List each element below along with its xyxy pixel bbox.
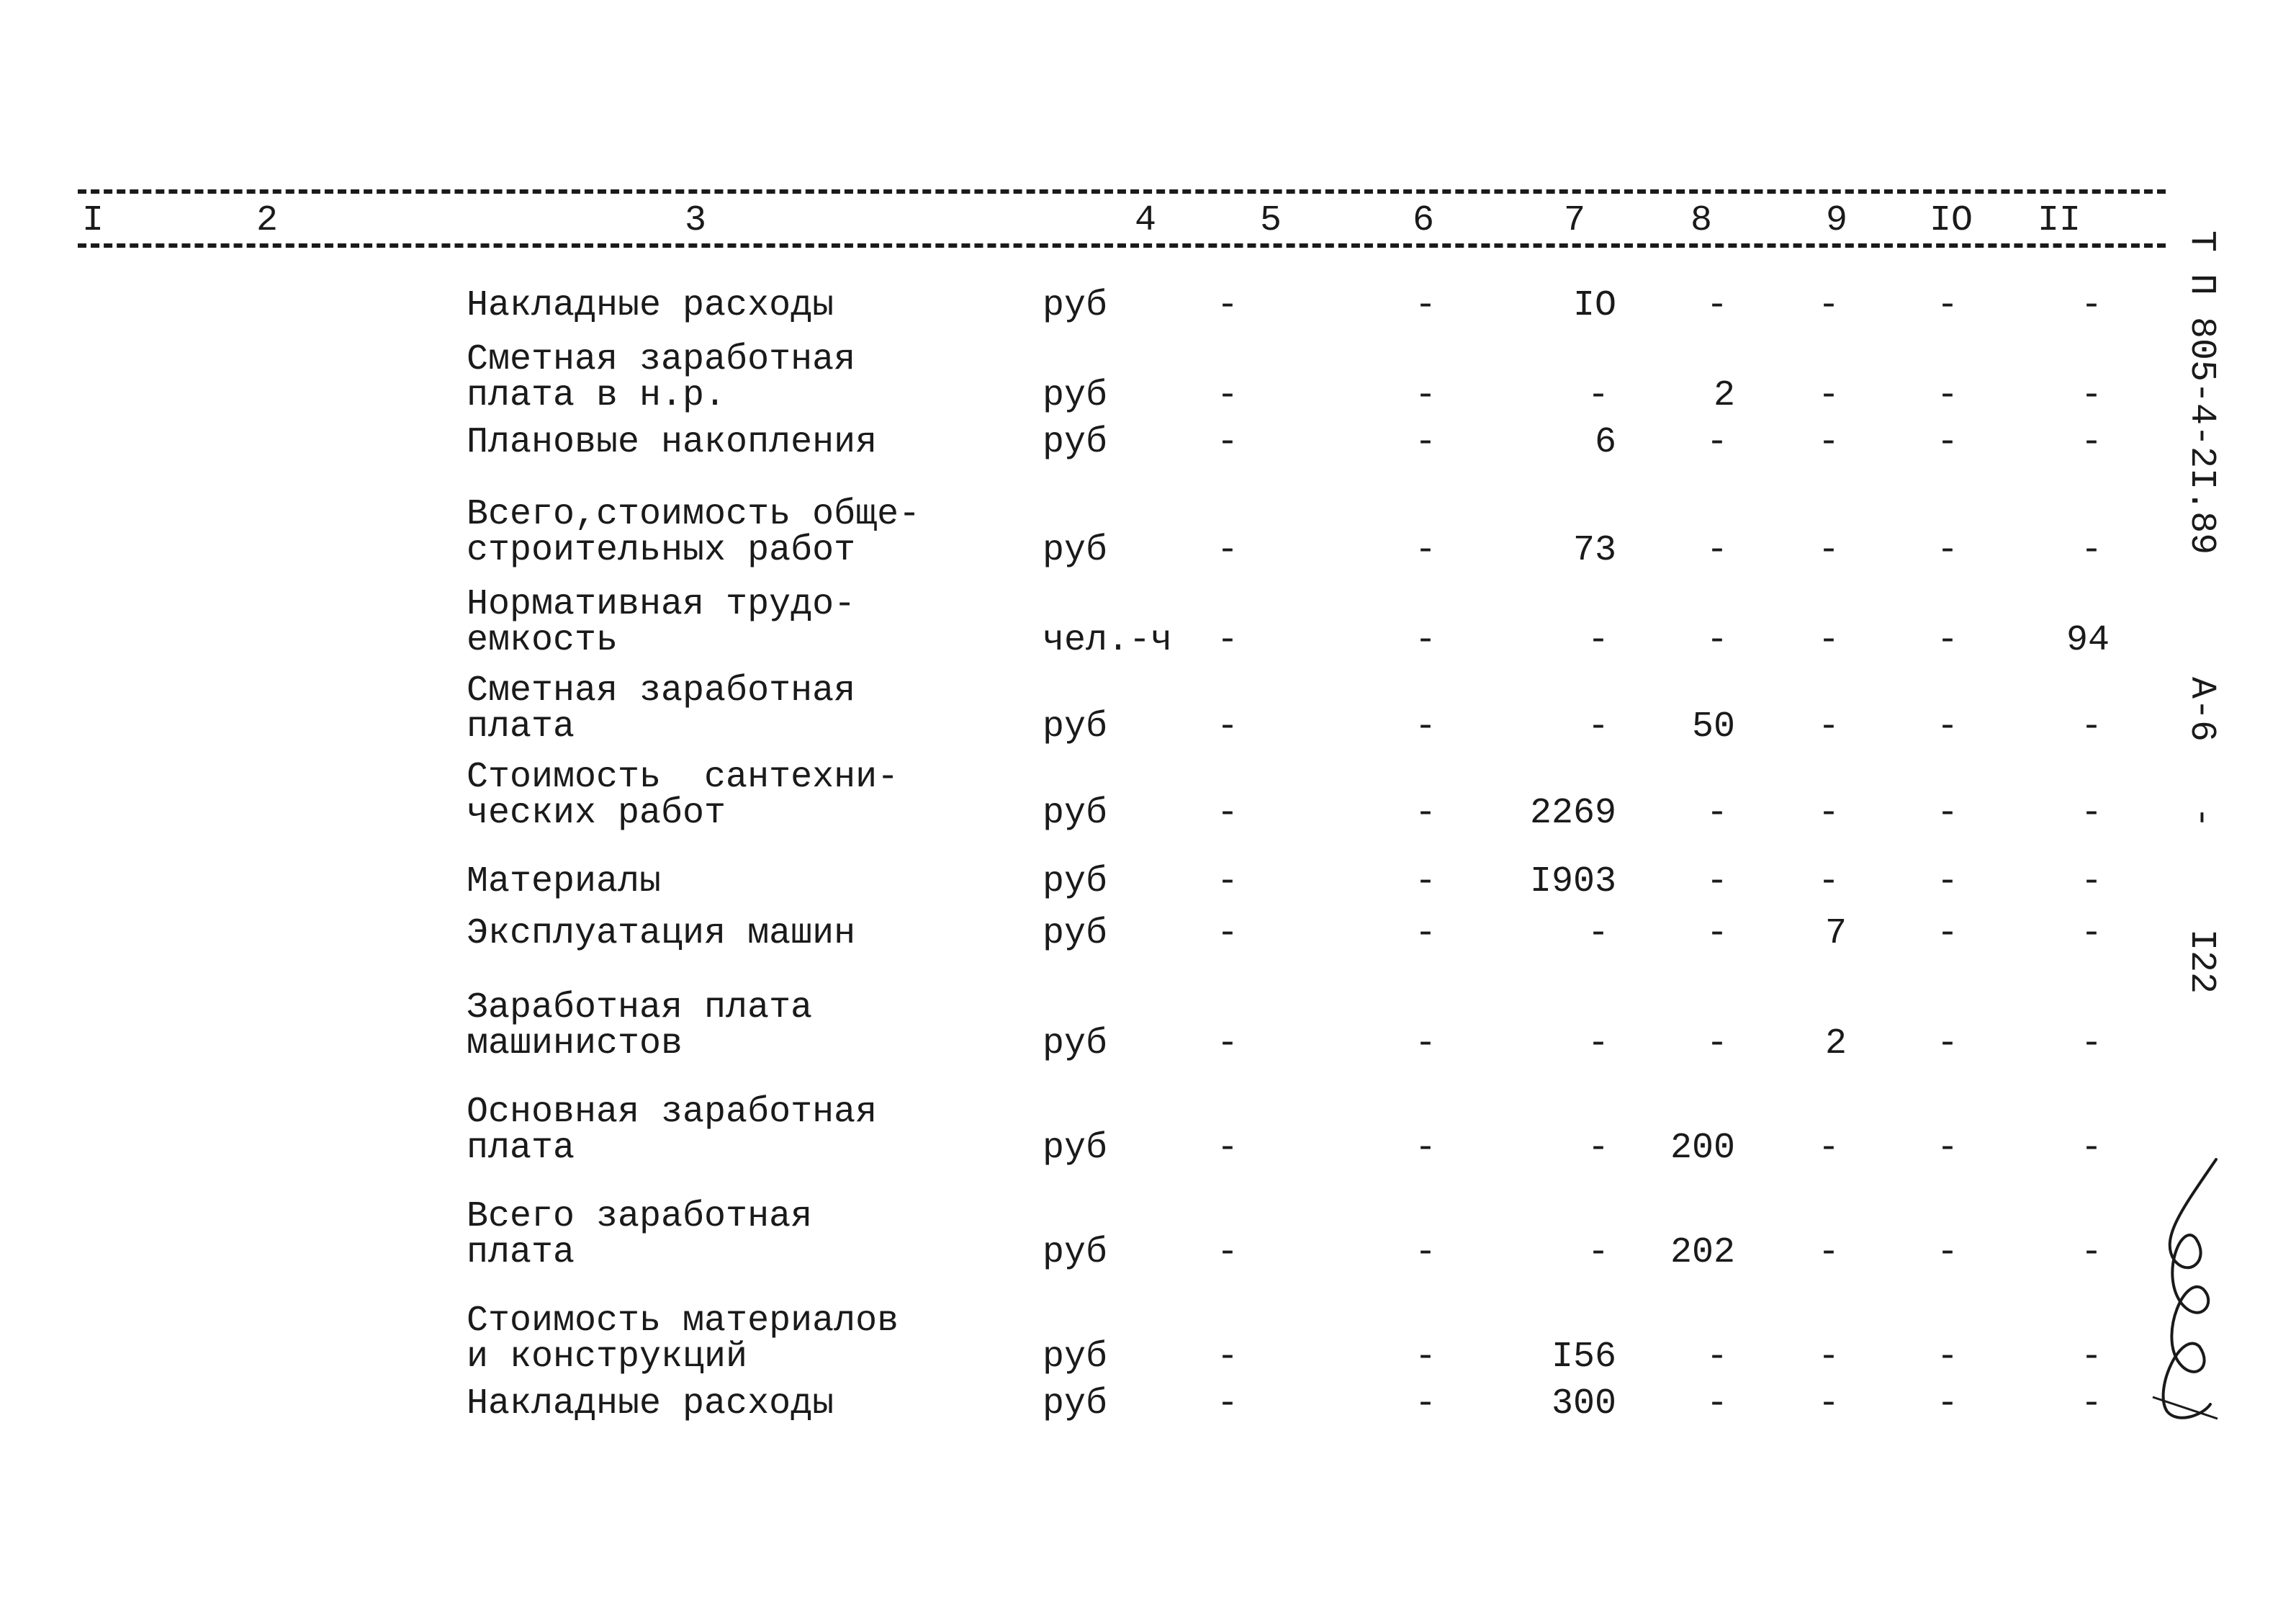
album-code: А-6 bbox=[2181, 677, 2222, 742]
empty-cell-dash: - bbox=[2081, 422, 2103, 463]
row-unit: руб bbox=[1043, 375, 1108, 416]
empty-cell-dash: - bbox=[1217, 1128, 1239, 1169]
empty-cell-dash: - bbox=[2081, 1128, 2103, 1169]
row-label: Нормативная трудо- емкость bbox=[467, 584, 856, 661]
row-label: Эксплуатация машин bbox=[467, 913, 856, 954]
empty-cell-dash: - bbox=[1415, 1337, 1437, 1378]
empty-cell-dash: - bbox=[1217, 375, 1239, 416]
row-unit: руб bbox=[1043, 1337, 1108, 1378]
empty-cell-dash: - bbox=[2081, 530, 2103, 571]
row-unit: руб bbox=[1043, 861, 1108, 902]
empty-cell-dash: - bbox=[1937, 913, 1959, 954]
value-cell: I903 bbox=[1529, 861, 1616, 902]
empty-cell-dash: - bbox=[1937, 375, 1959, 416]
row-unit: руб bbox=[1043, 913, 1108, 954]
handwritten-signature bbox=[2131, 1152, 2232, 1426]
column-header-10: IO bbox=[1925, 203, 1977, 239]
column-header-6: 6 bbox=[1408, 203, 1439, 239]
empty-cell-dash: - bbox=[1588, 1232, 1610, 1273]
empty-cell-dash: - bbox=[1937, 1023, 1959, 1064]
margin-separator: - bbox=[2181, 807, 2222, 829]
top-dashed-rule bbox=[78, 189, 2166, 194]
empty-cell-dash: - bbox=[1217, 1023, 1239, 1064]
row-label: Накладные расходы bbox=[467, 1383, 834, 1424]
column-header-2: 2 bbox=[252, 203, 282, 239]
empty-cell-dash: - bbox=[1706, 620, 1729, 661]
empty-cell-dash: - bbox=[1937, 285, 1959, 326]
value-cell: 2269 bbox=[1529, 793, 1616, 834]
empty-cell-dash: - bbox=[1706, 1383, 1729, 1424]
empty-cell-dash: - bbox=[1937, 793, 1959, 834]
empty-cell-dash: - bbox=[1217, 913, 1239, 954]
empty-cell-dash: - bbox=[2081, 1232, 2103, 1273]
empty-cell-dash: - bbox=[1706, 861, 1729, 902]
column-header-5: 5 bbox=[1256, 203, 1286, 239]
empty-cell-dash: - bbox=[1818, 861, 1840, 902]
empty-cell-dash: - bbox=[1818, 1128, 1840, 1169]
row-label: Накладные расходы bbox=[467, 285, 834, 326]
empty-cell-dash: - bbox=[1937, 1232, 1959, 1273]
value-cell: 202 bbox=[1670, 1232, 1735, 1273]
empty-cell-dash: - bbox=[1937, 861, 1959, 902]
empty-cell-dash: - bbox=[1217, 285, 1239, 326]
empty-cell-dash: - bbox=[1415, 793, 1437, 834]
empty-cell-dash: - bbox=[1217, 793, 1239, 834]
empty-cell-dash: - bbox=[1217, 422, 1239, 463]
row-label: Всего заработная плата bbox=[467, 1196, 813, 1273]
row-unit: руб bbox=[1043, 1232, 1108, 1273]
empty-cell-dash: - bbox=[1818, 530, 1840, 571]
row-label: Стоимость материалов и конструкций bbox=[467, 1301, 899, 1378]
row-unit: руб bbox=[1043, 793, 1108, 834]
empty-cell-dash: - bbox=[1937, 422, 1959, 463]
row-label: Сметная заработная плата в н.р. bbox=[467, 339, 856, 416]
page-number: I22 bbox=[2181, 929, 2222, 995]
empty-cell-dash: - bbox=[1588, 706, 1610, 748]
row-unit: руб bbox=[1043, 422, 1108, 463]
empty-cell-dash: - bbox=[1415, 861, 1437, 902]
empty-cell-dash: - bbox=[1706, 793, 1729, 834]
empty-cell-dash: - bbox=[1818, 1337, 1840, 1378]
empty-cell-dash: - bbox=[1818, 706, 1840, 748]
row-label: Материалы bbox=[467, 861, 662, 902]
header-dashed-rule bbox=[78, 243, 2166, 248]
empty-cell-dash: - bbox=[2081, 1337, 2103, 1378]
empty-cell-dash: - bbox=[1415, 375, 1437, 416]
value-cell: 94 bbox=[2066, 620, 2110, 661]
empty-cell-dash: - bbox=[1588, 913, 1610, 954]
row-label: Сметная заработная плата bbox=[467, 670, 856, 748]
empty-cell-dash: - bbox=[1937, 706, 1959, 748]
empty-cell-dash: - bbox=[2081, 861, 2103, 902]
empty-cell-dash: - bbox=[1415, 620, 1437, 661]
empty-cell-dash: - bbox=[1415, 913, 1437, 954]
empty-cell-dash: - bbox=[1415, 706, 1437, 748]
empty-cell-dash: - bbox=[1415, 1128, 1437, 1169]
empty-cell-dash: - bbox=[1217, 1383, 1239, 1424]
empty-cell-dash: - bbox=[1415, 1232, 1437, 1273]
value-cell: 2 bbox=[1824, 1023, 1847, 1064]
empty-cell-dash: - bbox=[1818, 620, 1840, 661]
row-unit: руб bbox=[1043, 1023, 1108, 1064]
empty-cell-dash: - bbox=[1818, 1232, 1840, 1273]
empty-cell-dash: - bbox=[1706, 913, 1729, 954]
value-cell: 200 bbox=[1670, 1128, 1735, 1169]
row-label: Основная заработная плата bbox=[467, 1092, 878, 1169]
empty-cell-dash: - bbox=[1818, 1383, 1840, 1424]
value-cell: I56 bbox=[1551, 1337, 1616, 1378]
empty-cell-dash: - bbox=[2081, 706, 2103, 748]
empty-cell-dash: - bbox=[1415, 285, 1437, 326]
empty-cell-dash: - bbox=[1818, 793, 1840, 834]
row-unit: чел.-ч bbox=[1043, 620, 1173, 661]
row-label: Плановые накопления bbox=[467, 422, 878, 463]
empty-cell-dash: - bbox=[1818, 422, 1840, 463]
empty-cell-dash: - bbox=[1937, 1337, 1959, 1378]
column-header-3: 3 bbox=[680, 203, 711, 239]
row-unit: руб bbox=[1043, 1383, 1108, 1424]
row-label: Всего,стоимость обще- строительных работ bbox=[467, 494, 921, 571]
empty-cell-dash: - bbox=[2081, 1383, 2103, 1424]
empty-cell-dash: - bbox=[1818, 375, 1840, 416]
value-cell: 73 bbox=[1572, 530, 1616, 571]
empty-cell-dash: - bbox=[2081, 793, 2103, 834]
column-header-9: 9 bbox=[1822, 203, 1852, 239]
empty-cell-dash: - bbox=[1588, 620, 1610, 661]
value-cell: 7 bbox=[1824, 913, 1847, 954]
project-code: Т П 805-4-2I.89 bbox=[2181, 230, 2222, 555]
value-cell: 50 bbox=[1691, 706, 1735, 748]
empty-cell-dash: - bbox=[1415, 530, 1437, 571]
empty-cell-dash: - bbox=[1706, 422, 1729, 463]
column-header-11: II bbox=[2033, 203, 2085, 239]
empty-cell-dash: - bbox=[1937, 530, 1959, 571]
empty-cell-dash: - bbox=[1818, 285, 1840, 326]
row-unit: руб bbox=[1043, 706, 1108, 748]
empty-cell-dash: - bbox=[1415, 422, 1437, 463]
empty-cell-dash: - bbox=[2081, 285, 2103, 326]
empty-cell-dash: - bbox=[1937, 620, 1959, 661]
column-header-1: I bbox=[78, 203, 108, 239]
empty-cell-dash: - bbox=[2081, 375, 2103, 416]
empty-cell-dash: - bbox=[1937, 1383, 1959, 1424]
column-header-8: 8 bbox=[1686, 203, 1716, 239]
empty-cell-dash: - bbox=[2081, 913, 2103, 954]
column-header-7: 7 bbox=[1559, 203, 1590, 239]
empty-cell-dash: - bbox=[1217, 620, 1239, 661]
empty-cell-dash: - bbox=[1415, 1023, 1437, 1064]
empty-cell-dash: - bbox=[1706, 1337, 1729, 1378]
empty-cell-dash: - bbox=[1217, 861, 1239, 902]
empty-cell-dash: - bbox=[1217, 1232, 1239, 1273]
row-unit: руб bbox=[1043, 1128, 1108, 1169]
empty-cell-dash: - bbox=[1706, 1023, 1729, 1064]
row-unit: руб bbox=[1043, 285, 1108, 326]
empty-cell-dash: - bbox=[1217, 530, 1239, 571]
empty-cell-dash: - bbox=[1588, 1023, 1610, 1064]
empty-cell-dash: - bbox=[2081, 1023, 2103, 1064]
empty-cell-dash: - bbox=[1217, 1337, 1239, 1378]
row-unit: руб bbox=[1043, 530, 1108, 571]
empty-cell-dash: - bbox=[1588, 1128, 1610, 1169]
margin-annotation bbox=[2167, 230, 2225, 1051]
empty-cell-dash: - bbox=[1706, 285, 1729, 326]
row-label: Заработная плата машинистов bbox=[467, 987, 813, 1064]
empty-cell-dash: - bbox=[1415, 1383, 1437, 1424]
empty-cell-dash: - bbox=[1937, 1128, 1959, 1169]
column-header-4: 4 bbox=[1130, 203, 1161, 239]
value-cell: 300 bbox=[1551, 1383, 1616, 1424]
empty-cell-dash: - bbox=[1706, 530, 1729, 571]
value-cell: 2 bbox=[1713, 375, 1735, 416]
empty-cell-dash: - bbox=[1217, 706, 1239, 748]
row-label: Стоимость сантехни- ческих работ bbox=[467, 757, 899, 834]
empty-cell-dash: - bbox=[1588, 375, 1610, 416]
value-cell: 6 bbox=[1594, 422, 1616, 463]
value-cell: IO bbox=[1572, 285, 1616, 326]
